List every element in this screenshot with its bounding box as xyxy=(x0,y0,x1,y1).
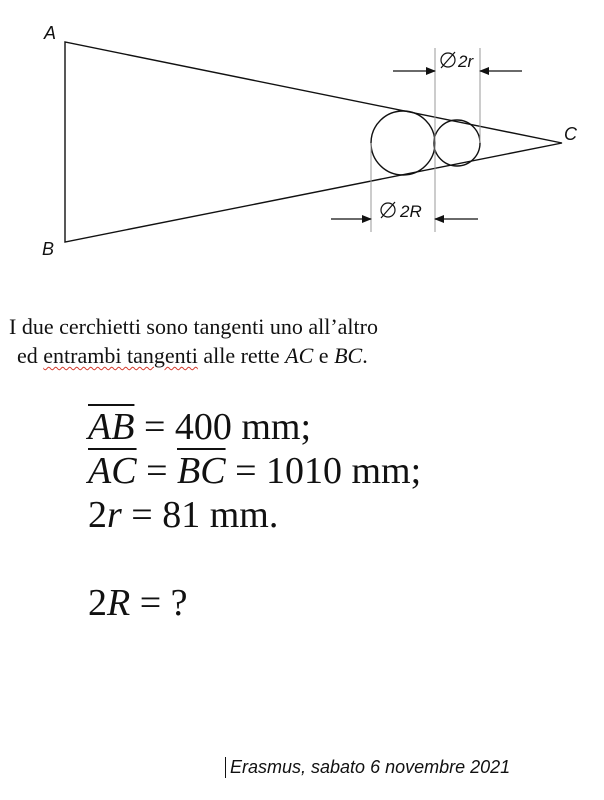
footer-caption: Erasmus, sabato 6 novembre 2021 xyxy=(225,757,510,778)
line-bc: BC xyxy=(334,343,363,368)
line-ac: AC xyxy=(285,343,314,368)
triangle-abc xyxy=(65,42,562,242)
vertex-label-c: C xyxy=(564,124,577,144)
large-diameter-label: 2R xyxy=(400,202,422,221)
equation-ab: $\overline{AB} = 400$ mm; xyxy=(88,406,312,448)
equation-ac-bc: $\overline{AC} = \overline{BC} = 1010$ mm; xyxy=(88,450,422,492)
problem-statement xyxy=(9,312,599,370)
large-circle xyxy=(371,111,435,175)
spellcheck-underlined-text: entrambi tangenti xyxy=(43,343,198,368)
given-data xyxy=(88,405,421,625)
equation-small-diameter: 2r = 81 mm. xyxy=(88,494,279,536)
diameter-icon xyxy=(441,52,455,68)
statement-line-2: ed entrambi tangenti alle rette AC e BC. xyxy=(17,343,368,368)
small-diameter-label: 2r xyxy=(458,52,474,71)
triangle-diagram xyxy=(0,0,604,280)
equation-spacer xyxy=(88,537,421,581)
vertex-label-b: B xyxy=(42,239,55,259)
diameter-icon xyxy=(381,202,395,218)
small-circle xyxy=(434,120,480,166)
vertex-label-a: A xyxy=(44,23,57,43)
equation-unknown: 2R = ? xyxy=(88,582,188,624)
statement-line-1: I due cerchietti sono tangenti uno all’altro xyxy=(9,314,378,339)
